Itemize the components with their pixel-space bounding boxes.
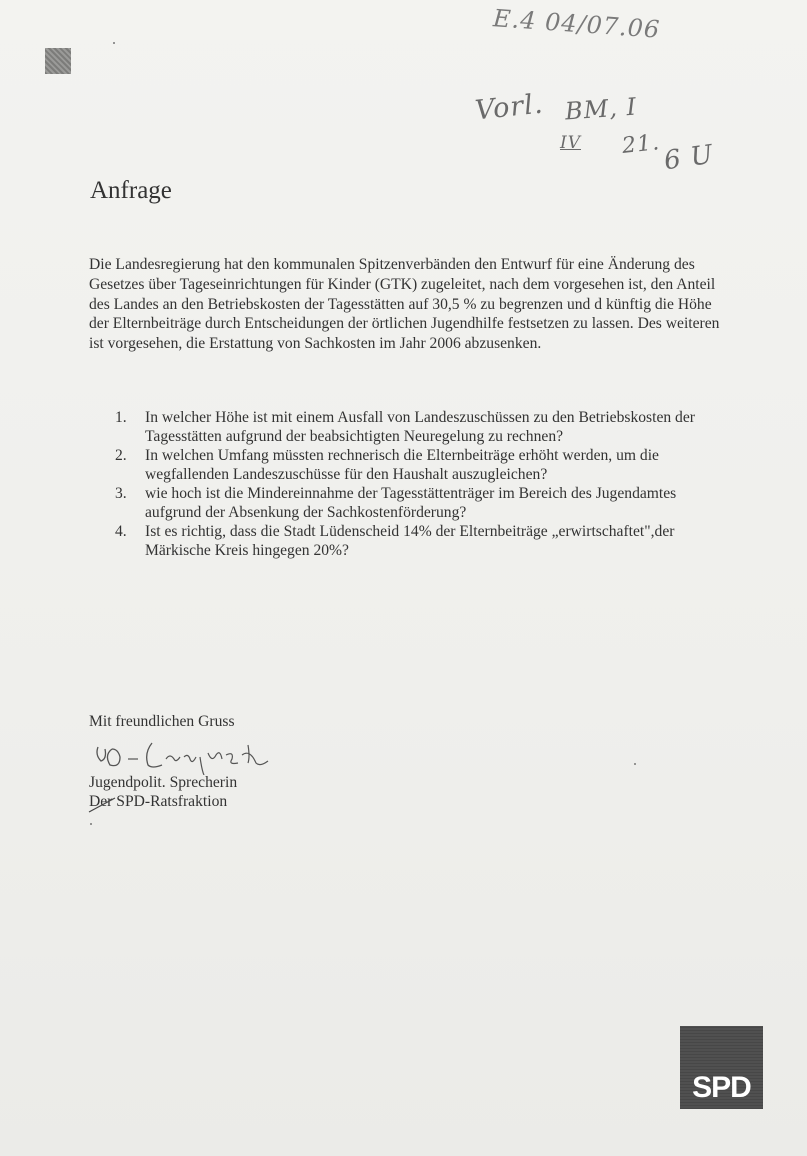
question-text: In welchen Umfang müssten rechnerisch die Elternbeiträge erhöht werden, um die wegfallenden Landeszuschüsse für den Haushalt auszugleichen?: [145, 447, 659, 483]
question-number: 4.: [115, 523, 127, 540]
paper-speck: [634, 763, 636, 765]
handwritten-note-vorl: Vorl.: [473, 88, 545, 127]
document-title: Anfrage: [90, 177, 172, 204]
punch-mark: [45, 48, 71, 74]
question-text: Ist es richtig, dass die Stadt Lüdenscheid 14% der Elternbeiträge „erwirtschaftet",der Märkische Kreis hingegen 20%?: [145, 523, 675, 559]
handwritten-note-initials: 6 U: [662, 139, 716, 177]
paper-speck: [90, 823, 92, 825]
strike-through-mark: [87, 796, 117, 814]
question-item: [108, 446, 728, 484]
closing-line: Mit freundlichen Gruss: [89, 713, 235, 730]
handwritten-note-bm: BM, I: [564, 92, 638, 126]
sender-organization: Der SPD-Ratsfraktion: [89, 793, 228, 810]
question-item: [108, 522, 728, 560]
paper-speck: [113, 42, 115, 44]
handwritten-date: E.4 04/07.06: [492, 4, 662, 44]
question-list: [108, 408, 728, 560]
question-text: In welcher Höhe ist mit einem Ausfall von Landeszuschüssen zu den Betriebskosten der Tagesstätten aufgrund der beabsichtigten Neuregelung zu rechnen?: [145, 409, 695, 445]
handwritten-signature: [92, 737, 302, 775]
question-item: [108, 484, 728, 522]
question-item: [108, 408, 728, 446]
question-number: 1.: [115, 409, 127, 426]
intro-paragraph: Die Landesregierung hat den kommunalen Spitzenverbänden den Entwurf für eine Änderung des Gesetzes über Tageseinrichtungen für Kinder (GTK) zugeleitet, nach dem vorgesehen ist, den Anteil des Landes an den Betriebskosten der Tagesstätten auf 30,5 % zu begrenzen und d künftig die Höhe der Elternbeiträge durch Entscheidungen der örtlichen Jugendhilfe festsetzen zu lassen. Des weiteren ist vorgesehen, die Erstattung von Sachkosten im Jahr 2006 abzusenken.: [89, 256, 720, 353]
question-number: 2.: [115, 447, 127, 464]
spd-logo: SPD: [680, 1026, 763, 1109]
handwritten-note-date-short: 21.: [620, 130, 662, 159]
sender-role: Jugendpolit. Sprecherin: [89, 774, 238, 791]
handwritten-note-iv: IV: [560, 133, 581, 153]
question-text: wie hoch ist die Mindereinnahme der Tagesstättenträger im Bereich des Jugendamtes aufgrund der Absenkung der Sachkostenförderung?: [145, 485, 677, 521]
question-number: 3.: [115, 485, 127, 502]
